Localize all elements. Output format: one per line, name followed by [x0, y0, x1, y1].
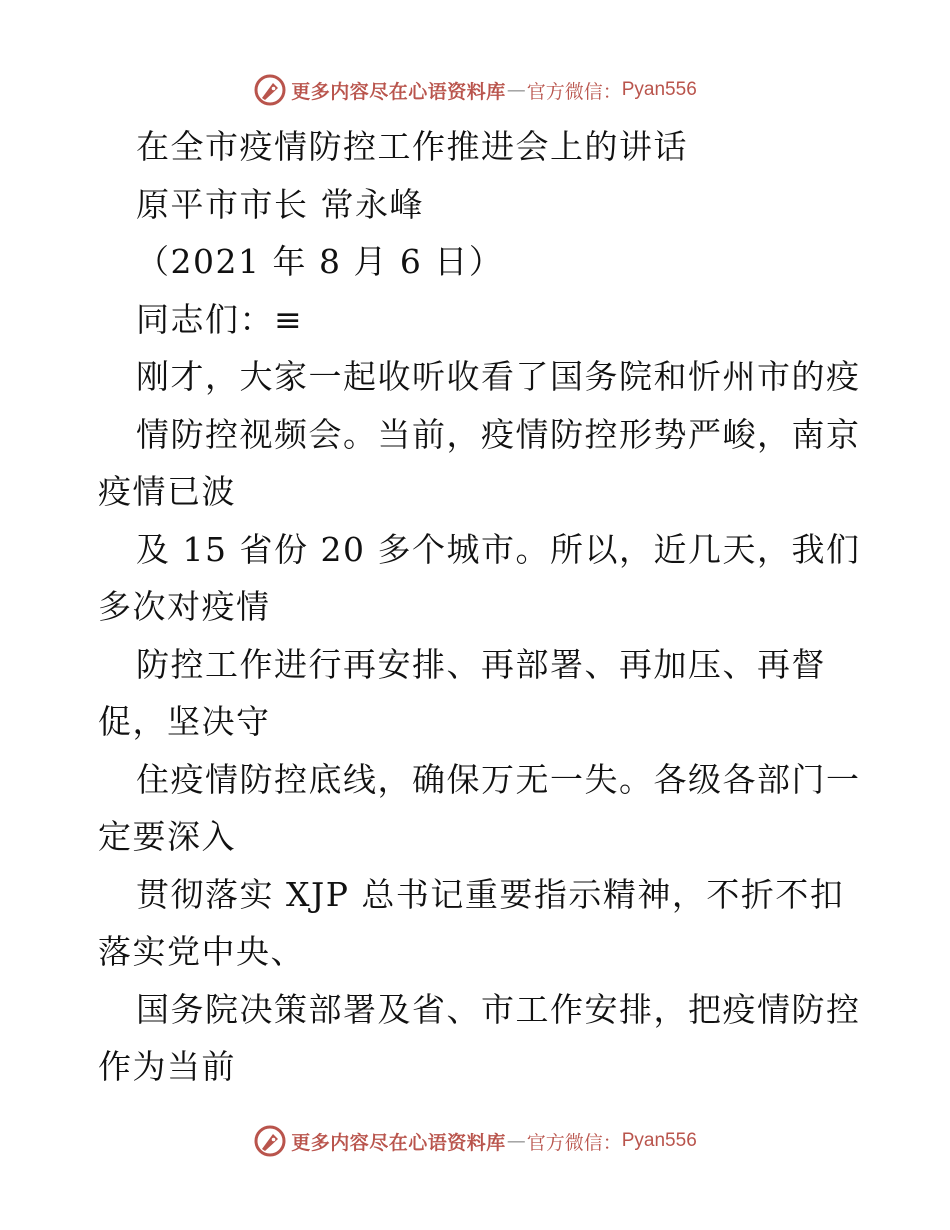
document-line: 情防控视频会。当前，疫情防控形势严峻，南京	[136, 414, 861, 454]
watermark-separator: —	[506, 79, 526, 101]
document-line: （2021 年 8 月 6 日）	[136, 242, 504, 281]
document-line: 同志们：≡	[136, 299, 304, 339]
document-line: 落实党中央、	[98, 932, 305, 971]
watermark-site-text: 更多内容尽在心语资料库	[291, 80, 506, 103]
document-line: 住疫情防控底线，确保万无一失。各级各部门一	[136, 759, 861, 799]
document-line: 防控工作进行再安排、再部署、再加压、再督	[136, 644, 826, 684]
document-line: 原平市市长 常永峰	[136, 184, 424, 224]
watermark-wechat-id: Pyan556	[621, 79, 697, 100]
document-line: 刚才，大家一起收听收看了国务院和忻州市的疫	[136, 357, 861, 396]
watermark-site-text: 更多内容尽在心语资料库	[291, 1131, 506, 1154]
document-line: 在全市疫情防控工作推进会上的讲话	[136, 127, 688, 166]
watermark-footer	[0, 1121, 950, 1161]
document-line: 贯彻落实 XJP 总书记重要指示精神，不折不扣	[136, 874, 845, 914]
watermark-header	[0, 70, 950, 110]
watermark-separator: —	[506, 1130, 526, 1152]
pen-nib-logo-icon	[253, 1124, 287, 1158]
document-line: 促，坚决守	[98, 702, 271, 741]
watermark-wechat-label: 官方微信：	[526, 1131, 622, 1154]
document-line: 国务院决策部署及省、市工作安排，把疫情防控	[136, 989, 861, 1029]
watermark-wechat-id: Pyan556	[621, 1130, 697, 1151]
document-line: 疫情已波	[98, 472, 236, 511]
document-body	[98, 118, 861, 1096]
watermark-wechat-label: 官方微信：	[526, 80, 622, 103]
pen-nib-logo-icon	[253, 73, 287, 107]
document-line: 定要深入	[98, 817, 236, 856]
document-line: 作为当前	[98, 1047, 236, 1086]
document-line: 及 15 省份 20 多个城市。所以，近几天，我们	[136, 529, 861, 569]
document-line: 多次对疫情	[98, 587, 271, 626]
